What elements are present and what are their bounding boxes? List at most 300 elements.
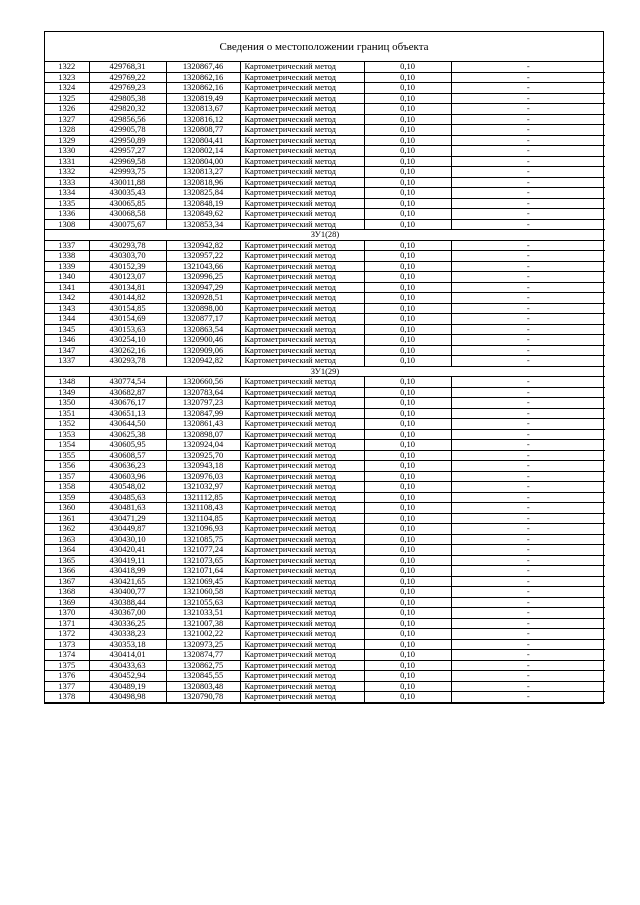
x-coordinate-cell: 430682,87: [89, 387, 166, 398]
accuracy-cell: 0,10: [364, 513, 451, 524]
x-coordinate-cell: 430414,01: [89, 650, 166, 661]
y-coordinate-cell: 1320900,46: [166, 335, 240, 346]
y-coordinate-cell: 1320783,64: [166, 387, 240, 398]
point-number-cell: 1352: [45, 419, 89, 430]
method-cell: Картометрический метод: [240, 377, 364, 388]
x-coordinate-cell: 430075,67: [89, 219, 166, 230]
table-row: [45, 177, 605, 188]
section-label: ЗУ1(29): [45, 366, 605, 377]
boundary-document: [44, 31, 604, 704]
x-coordinate-cell: 429969,58: [89, 156, 166, 167]
accuracy-cell: 0,10: [364, 681, 451, 692]
description-cell: -: [451, 156, 605, 167]
y-coordinate-cell: 1320925,70: [166, 450, 240, 461]
description-cell: -: [451, 114, 605, 125]
x-coordinate-cell: 430254,10: [89, 335, 166, 346]
method-cell: Картометрический метод: [240, 429, 364, 440]
table-row: [45, 555, 605, 566]
method-cell: Картометрический метод: [240, 566, 364, 577]
table-row: [45, 639, 605, 650]
y-coordinate-cell: 1321069,45: [166, 576, 240, 587]
x-coordinate-cell: 430605,95: [89, 440, 166, 451]
table-row: [45, 209, 605, 220]
y-coordinate-cell: 1320816,12: [166, 114, 240, 125]
y-coordinate-cell: 1321085,75: [166, 534, 240, 545]
table-row: [45, 492, 605, 503]
point-number-cell: 1373: [45, 639, 89, 650]
x-coordinate-cell: 429805,38: [89, 93, 166, 104]
x-coordinate-cell: 430367,00: [89, 608, 166, 619]
table-row: [45, 450, 605, 461]
y-coordinate-cell: 1321077,24: [166, 545, 240, 556]
method-cell: Картометрический метод: [240, 62, 364, 72]
x-coordinate-cell: 430154,69: [89, 314, 166, 325]
accuracy-cell: 0,10: [364, 398, 451, 409]
description-cell: -: [451, 461, 605, 472]
table-row: [45, 125, 605, 136]
y-coordinate-cell: 1320877,17: [166, 314, 240, 325]
table-row: [45, 545, 605, 556]
point-number-cell: 1339: [45, 261, 89, 272]
accuracy-cell: 0,10: [364, 188, 451, 199]
accuracy-cell: 0,10: [364, 482, 451, 493]
x-coordinate-cell: 430419,11: [89, 555, 166, 566]
section-row: [45, 366, 605, 377]
method-cell: Картометрический метод: [240, 167, 364, 178]
table-row: [45, 146, 605, 157]
x-coordinate-cell: 430481,63: [89, 503, 166, 514]
description-cell: -: [451, 377, 605, 388]
accuracy-cell: 0,10: [364, 240, 451, 251]
x-coordinate-cell: 430452,94: [89, 671, 166, 682]
x-coordinate-cell: 430293,78: [89, 356, 166, 367]
accuracy-cell: 0,10: [364, 83, 451, 94]
description-cell: -: [451, 566, 605, 577]
method-cell: Картометрический метод: [240, 681, 364, 692]
accuracy-cell: 0,10: [364, 471, 451, 482]
description-cell: -: [451, 492, 605, 503]
accuracy-cell: 0,10: [364, 524, 451, 535]
accuracy-cell: 0,10: [364, 219, 451, 230]
description-cell: -: [451, 209, 605, 220]
point-number-cell: 1368: [45, 587, 89, 598]
point-number-cell: 1344: [45, 314, 89, 325]
table-row: [45, 692, 605, 703]
y-coordinate-cell: 1320924,04: [166, 440, 240, 451]
point-number-cell: 1334: [45, 188, 89, 199]
table-row: [45, 293, 605, 304]
point-number-cell: 1347: [45, 345, 89, 356]
accuracy-cell: 0,10: [364, 450, 451, 461]
description-cell: -: [451, 83, 605, 94]
x-coordinate-cell: 430134,81: [89, 282, 166, 293]
table-row: [45, 251, 605, 262]
description-cell: -: [451, 93, 605, 104]
description-cell: -: [451, 303, 605, 314]
y-coordinate-cell: 1321108,43: [166, 503, 240, 514]
table-row: [45, 650, 605, 661]
accuracy-cell: 0,10: [364, 660, 451, 671]
table-row: [45, 429, 605, 440]
y-coordinate-cell: 1321033,51: [166, 608, 240, 619]
table-row: [45, 461, 605, 472]
method-cell: Картометрический метод: [240, 156, 364, 167]
point-number-cell: 1369: [45, 597, 89, 608]
x-coordinate-cell: 430353,18: [89, 639, 166, 650]
description-cell: -: [451, 503, 605, 514]
accuracy-cell: 0,10: [364, 492, 451, 503]
y-coordinate-cell: 1320942,82: [166, 240, 240, 251]
point-number-cell: 1354: [45, 440, 89, 451]
table-row: [45, 219, 605, 230]
y-coordinate-cell: 1320825,84: [166, 188, 240, 199]
table-row: [45, 303, 605, 314]
point-number-cell: 1355: [45, 450, 89, 461]
description-cell: -: [451, 188, 605, 199]
description-cell: -: [451, 335, 605, 346]
table-row: [45, 198, 605, 209]
description-cell: -: [451, 471, 605, 482]
accuracy-cell: 0,10: [364, 303, 451, 314]
point-number-cell: 1327: [45, 114, 89, 125]
method-cell: Картометрический метод: [240, 450, 364, 461]
description-cell: -: [451, 576, 605, 587]
x-coordinate-cell: 430471,29: [89, 513, 166, 524]
table-row: [45, 114, 605, 125]
method-cell: Картометрический метод: [240, 177, 364, 188]
table-row: [45, 104, 605, 115]
point-number-cell: 1324: [45, 83, 89, 94]
description-cell: -: [451, 555, 605, 566]
table-row: [45, 282, 605, 293]
description-cell: -: [451, 440, 605, 451]
x-coordinate-cell: 430153,63: [89, 324, 166, 335]
point-number-cell: 1358: [45, 482, 89, 493]
y-coordinate-cell: 1320863,54: [166, 324, 240, 335]
table-row: [45, 240, 605, 251]
accuracy-cell: 0,10: [364, 503, 451, 514]
description-cell: -: [451, 398, 605, 409]
description-cell: -: [451, 198, 605, 209]
x-coordinate-cell: 429820,32: [89, 104, 166, 115]
y-coordinate-cell: 1320957,22: [166, 251, 240, 262]
section-row: [45, 230, 605, 241]
point-number-cell: 1337: [45, 356, 89, 367]
point-number-cell: 1325: [45, 93, 89, 104]
accuracy-cell: 0,10: [364, 93, 451, 104]
accuracy-cell: 0,10: [364, 167, 451, 178]
method-cell: Картометрический метод: [240, 513, 364, 524]
point-number-cell: 1332: [45, 167, 89, 178]
y-coordinate-cell: 1320853,34: [166, 219, 240, 230]
accuracy-cell: 0,10: [364, 555, 451, 566]
x-coordinate-cell: 429769,23: [89, 83, 166, 94]
y-coordinate-cell: 1320947,29: [166, 282, 240, 293]
table-row: [45, 629, 605, 640]
x-coordinate-cell: 430065,85: [89, 198, 166, 209]
accuracy-cell: 0,10: [364, 146, 451, 157]
method-cell: Картометрический метод: [240, 587, 364, 598]
accuracy-cell: 0,10: [364, 440, 451, 451]
method-cell: Картометрический метод: [240, 692, 364, 703]
accuracy-cell: 0,10: [364, 293, 451, 304]
accuracy-cell: 0,10: [364, 545, 451, 556]
y-coordinate-cell: 1321055,63: [166, 597, 240, 608]
description-cell: -: [451, 104, 605, 115]
method-cell: Картометрический метод: [240, 282, 364, 293]
table-row: [45, 503, 605, 514]
x-coordinate-cell: 430388,44: [89, 597, 166, 608]
x-coordinate-cell: 430152,39: [89, 261, 166, 272]
x-coordinate-cell: 430400,77: [89, 587, 166, 598]
description-cell: -: [451, 650, 605, 661]
y-coordinate-cell: 1320803,48: [166, 681, 240, 692]
table-row: [45, 597, 605, 608]
table-row: [45, 534, 605, 545]
accuracy-cell: 0,10: [364, 324, 451, 335]
table-row: [45, 83, 605, 94]
x-coordinate-cell: 430418,99: [89, 566, 166, 577]
point-number-cell: 1356: [45, 461, 89, 472]
accuracy-cell: 0,10: [364, 671, 451, 682]
accuracy-cell: 0,10: [364, 629, 451, 640]
description-cell: -: [451, 177, 605, 188]
point-number-cell: 1353: [45, 429, 89, 440]
description-cell: -: [451, 450, 605, 461]
description-cell: -: [451, 408, 605, 419]
point-number-cell: 1328: [45, 125, 89, 136]
description-cell: -: [451, 146, 605, 157]
x-coordinate-cell: 429905,78: [89, 125, 166, 136]
accuracy-cell: 0,10: [364, 419, 451, 430]
y-coordinate-cell: 1320802,14: [166, 146, 240, 157]
x-coordinate-cell: 430068,58: [89, 209, 166, 220]
table-row: [45, 261, 605, 272]
point-number-cell: 1326: [45, 104, 89, 115]
x-coordinate-cell: 430338,23: [89, 629, 166, 640]
point-number-cell: 1345: [45, 324, 89, 335]
table-row: [45, 587, 605, 598]
x-coordinate-cell: 429769,22: [89, 72, 166, 83]
x-coordinate-cell: 430625,38: [89, 429, 166, 440]
x-coordinate-cell: 430421,65: [89, 576, 166, 587]
accuracy-cell: 0,10: [364, 72, 451, 83]
method-cell: Картометрический метод: [240, 125, 364, 136]
point-number-cell: 1343: [45, 303, 89, 314]
table-row: [45, 387, 605, 398]
y-coordinate-cell: 1321096,93: [166, 524, 240, 535]
table-row: [45, 482, 605, 493]
table-row: [45, 72, 605, 83]
description-cell: -: [451, 345, 605, 356]
accuracy-cell: 0,10: [364, 282, 451, 293]
x-coordinate-cell: 430262,16: [89, 345, 166, 356]
x-coordinate-cell: 430303,70: [89, 251, 166, 262]
table-row: [45, 566, 605, 577]
x-coordinate-cell: 430676,17: [89, 398, 166, 409]
point-number-cell: 1331: [45, 156, 89, 167]
method-cell: Картометрический метод: [240, 272, 364, 283]
y-coordinate-cell: 1320874,77: [166, 650, 240, 661]
accuracy-cell: 0,10: [364, 377, 451, 388]
point-number-cell: 1322: [45, 62, 89, 72]
y-coordinate-cell: 1320849,62: [166, 209, 240, 220]
method-cell: Картометрический метод: [240, 524, 364, 535]
point-number-cell: 1335: [45, 198, 89, 209]
y-coordinate-cell: 1320973,25: [166, 639, 240, 650]
x-coordinate-cell: 429856,56: [89, 114, 166, 125]
accuracy-cell: 0,10: [364, 62, 451, 72]
method-cell: Картометрический метод: [240, 629, 364, 640]
point-number-cell: 1374: [45, 650, 89, 661]
x-coordinate-cell: 429993,75: [89, 167, 166, 178]
description-cell: -: [451, 324, 605, 335]
description-cell: -: [451, 608, 605, 619]
y-coordinate-cell: 1320790,78: [166, 692, 240, 703]
table-row: [45, 524, 605, 535]
point-number-cell: 1365: [45, 555, 89, 566]
x-coordinate-cell: 430603,96: [89, 471, 166, 482]
method-cell: Картометрический метод: [240, 555, 364, 566]
method-cell: Картометрический метод: [240, 146, 364, 157]
x-coordinate-cell: 429957,27: [89, 146, 166, 157]
table-row: [45, 167, 605, 178]
y-coordinate-cell: 1321002,22: [166, 629, 240, 640]
point-number-cell: 1372: [45, 629, 89, 640]
x-coordinate-cell: 430123,07: [89, 272, 166, 283]
accuracy-cell: 0,10: [364, 177, 451, 188]
accuracy-cell: 0,10: [364, 125, 451, 136]
method-cell: Картометрический метод: [240, 482, 364, 493]
accuracy-cell: 0,10: [364, 335, 451, 346]
description-cell: -: [451, 597, 605, 608]
method-cell: Картометрический метод: [240, 576, 364, 587]
description-cell: -: [451, 272, 605, 283]
y-coordinate-cell: 1320813,27: [166, 167, 240, 178]
y-coordinate-cell: 1320813,67: [166, 104, 240, 115]
table-row: [45, 135, 605, 146]
y-coordinate-cell: 1320848,19: [166, 198, 240, 209]
y-coordinate-cell: 1320819,49: [166, 93, 240, 104]
method-cell: Картометрический метод: [240, 198, 364, 209]
x-coordinate-cell: 430489,19: [89, 681, 166, 692]
y-coordinate-cell: 1321043,66: [166, 261, 240, 272]
point-number-cell: 1364: [45, 545, 89, 556]
accuracy-cell: 0,10: [364, 692, 451, 703]
method-cell: Картометрический метод: [240, 114, 364, 125]
x-coordinate-cell: 430035,43: [89, 188, 166, 199]
point-number-cell: 1337: [45, 240, 89, 251]
method-cell: Картометрический метод: [240, 660, 364, 671]
description-cell: -: [451, 240, 605, 251]
table-row: [45, 324, 605, 335]
method-cell: Картометрический метод: [240, 671, 364, 682]
y-coordinate-cell: 1320996,25: [166, 272, 240, 283]
method-cell: Картометрический метод: [240, 419, 364, 430]
x-coordinate-cell: 430774,54: [89, 377, 166, 388]
table-row: [45, 408, 605, 419]
method-cell: Картометрический метод: [240, 503, 364, 514]
point-number-cell: 1333: [45, 177, 89, 188]
y-coordinate-cell: 1320862,16: [166, 83, 240, 94]
method-cell: Картометрический метод: [240, 534, 364, 545]
x-coordinate-cell: 430644,50: [89, 419, 166, 430]
method-cell: Картометрический метод: [240, 72, 364, 83]
accuracy-cell: 0,10: [364, 597, 451, 608]
method-cell: Картометрический метод: [240, 135, 364, 146]
method-cell: Картометрический метод: [240, 639, 364, 650]
accuracy-cell: 0,10: [364, 618, 451, 629]
x-coordinate-cell: 429768,31: [89, 62, 166, 72]
method-cell: Картометрический метод: [240, 240, 364, 251]
description-cell: -: [451, 513, 605, 524]
coordinates-table: [45, 62, 605, 703]
point-number-cell: 1361: [45, 513, 89, 524]
y-coordinate-cell: 1321007,38: [166, 618, 240, 629]
point-number-cell: 1375: [45, 660, 89, 671]
table-row: [45, 608, 605, 619]
table-row: [45, 618, 605, 629]
point-number-cell: 1351: [45, 408, 89, 419]
x-coordinate-cell: 430485,63: [89, 492, 166, 503]
x-coordinate-cell: 430144,82: [89, 293, 166, 304]
accuracy-cell: 0,10: [364, 639, 451, 650]
point-number-cell: 1377: [45, 681, 89, 692]
method-cell: Картометрический метод: [240, 608, 364, 619]
method-cell: Картометрический метод: [240, 293, 364, 304]
y-coordinate-cell: 1320804,41: [166, 135, 240, 146]
description-cell: -: [451, 419, 605, 430]
accuracy-cell: 0,10: [364, 356, 451, 367]
description-cell: -: [451, 135, 605, 146]
table-row: [45, 681, 605, 692]
y-coordinate-cell: 1320867,46: [166, 62, 240, 72]
table-row: [45, 377, 605, 388]
point-number-cell: 1338: [45, 251, 89, 262]
accuracy-cell: 0,10: [364, 104, 451, 115]
method-cell: Картометрический метод: [240, 650, 364, 661]
accuracy-cell: 0,10: [364, 650, 451, 661]
method-cell: Картометрический метод: [240, 618, 364, 629]
y-coordinate-cell: 1320862,75: [166, 660, 240, 671]
method-cell: Картометрический метод: [240, 251, 364, 262]
description-cell: -: [451, 219, 605, 230]
method-cell: Картометрический метод: [240, 188, 364, 199]
y-coordinate-cell: 1320660,56: [166, 377, 240, 388]
y-coordinate-cell: 1320898,00: [166, 303, 240, 314]
x-coordinate-cell: 430011,88: [89, 177, 166, 188]
accuracy-cell: 0,10: [364, 251, 451, 262]
x-coordinate-cell: 430430,10: [89, 534, 166, 545]
method-cell: Картометрический метод: [240, 387, 364, 398]
accuracy-cell: 0,10: [364, 261, 451, 272]
table-row: [45, 440, 605, 451]
table-row: [45, 513, 605, 524]
description-cell: -: [451, 618, 605, 629]
description-cell: -: [451, 639, 605, 650]
accuracy-cell: 0,10: [364, 387, 451, 398]
accuracy-cell: 0,10: [364, 534, 451, 545]
method-cell: Картометрический метод: [240, 303, 364, 314]
y-coordinate-cell: 1320862,16: [166, 72, 240, 83]
method-cell: Картометрический метод: [240, 492, 364, 503]
point-number-cell: 1350: [45, 398, 89, 409]
point-number-cell: 1308: [45, 219, 89, 230]
description-cell: -: [451, 251, 605, 262]
point-number-cell: 1363: [45, 534, 89, 545]
method-cell: Картометрический метод: [240, 314, 364, 325]
method-cell: Картометрический метод: [240, 104, 364, 115]
